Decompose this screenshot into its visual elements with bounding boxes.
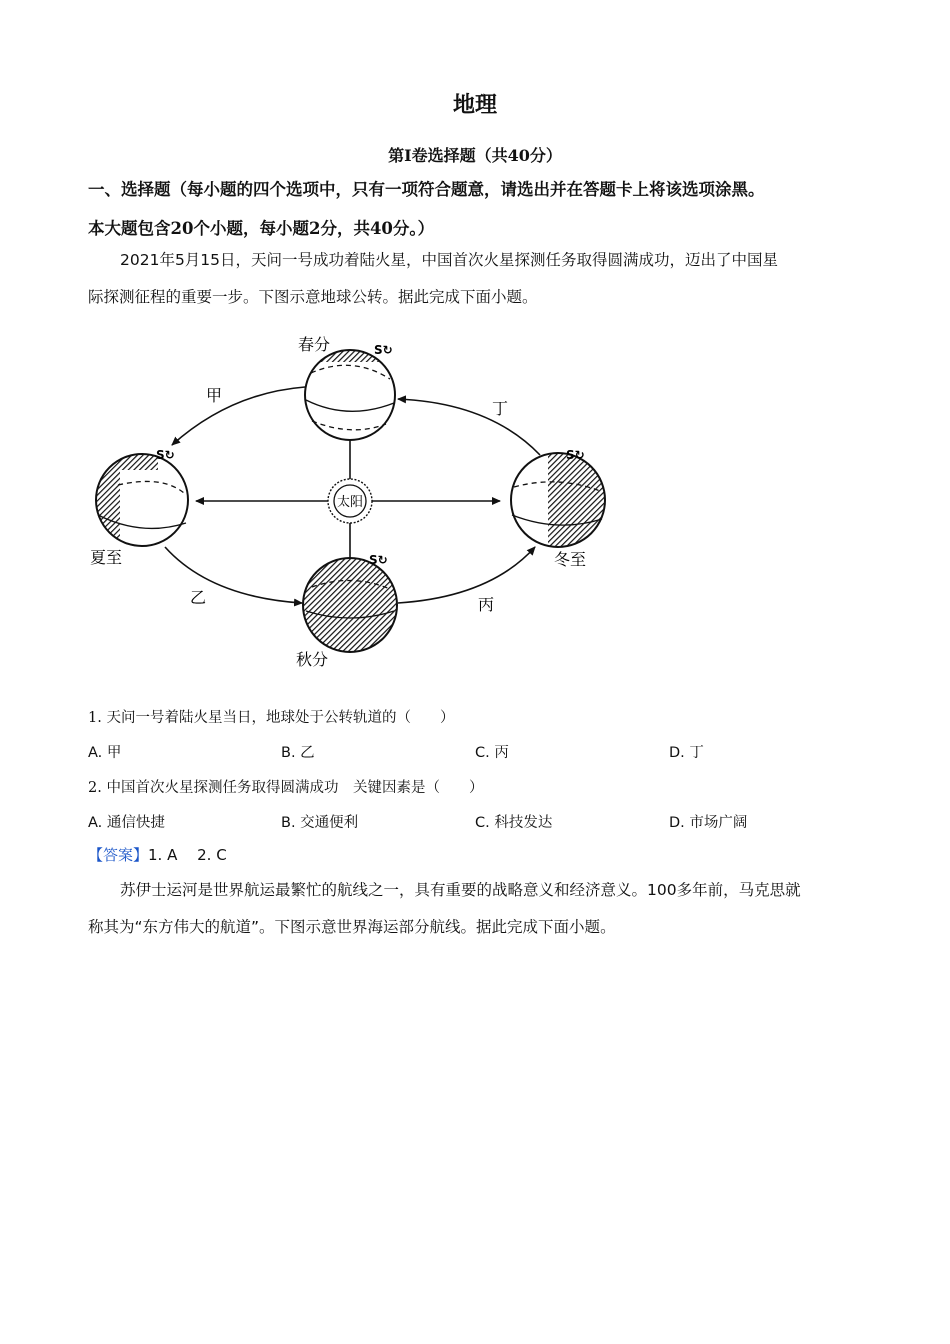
answer-tag: 【答案】 [88, 846, 149, 864]
context-paragraph-1-line-2: 际探测征程的重要一步。下图示意地球公转。据此完成下面小题。 [88, 288, 538, 306]
orbit-arc-ding [398, 399, 540, 455]
q1-option-b: B. 乙 [281, 745, 315, 761]
globe-spring-equinox [300, 343, 400, 440]
answer-text: 1. A 2. C [148, 846, 227, 864]
context-paragraph-1-line-1: 2021年5月15日，天问一号成功着陆火星，中国首次火星探测任务取得圆满成功，迈出了中国星 [120, 251, 779, 269]
page-title: 地理 [452, 92, 497, 118]
label-spring-equinox: 春分 [298, 335, 331, 354]
question-1-stem: 1. 天问一号着陆火星当日，地球处于公转轨道的（ ） [88, 710, 455, 726]
section-title: 第Ⅰ卷选择题（共40分） [388, 146, 562, 165]
rotation-icon: S↻ [369, 553, 388, 567]
instruction-line-1: 一、选择题（每小题的四个选项中，只有一项符合题意，请选出并在答题卡上将该选项涂黑。 [88, 180, 765, 199]
q1-option-a: A. 甲 [88, 745, 122, 761]
q1-option-d: D. 丁 [669, 745, 704, 761]
label-winter-solstice: 冬至 [554, 550, 587, 569]
context-paragraph-2-line-1: 苏伊士运河是世界航运最繁忙的航线之一，具有重要的战略意义和经济意义。100多年前，马克思就 [120, 881, 801, 899]
globe-summer-solstice [90, 448, 188, 550]
orbit-arc-yi [165, 547, 302, 603]
label-arc-yi: 乙 [190, 588, 207, 607]
rotation-icon: S↻ [566, 448, 585, 462]
context-paragraph-2-line-2: 称其为“东方伟大的航道”。下图示意世界海运部分航线。据此完成下面小题。 [88, 918, 616, 936]
question-2-stem: 2. 中国首次火星探测任务取得圆满成功 关键因素是（ ） [88, 780, 484, 796]
label-summer-solstice: 夏至 [90, 548, 123, 567]
q1-option-c: C. 丙 [475, 745, 509, 761]
q2-option-a: A. 通信快捷 [88, 815, 165, 831]
orbit-arc-jia [172, 387, 305, 445]
label-arc-bing: 丙 [478, 595, 495, 614]
globe-autumn-equinox [303, 553, 397, 652]
orbit-arc-bing [398, 547, 535, 603]
q2-option-d: D. 市场广阔 [669, 815, 748, 831]
label-arc-ding: 丁 [492, 399, 509, 418]
q2-option-b: B. 交通便利 [281, 815, 359, 831]
answer-line [88, 844, 227, 865]
label-arc-jia: 甲 [206, 386, 223, 405]
instruction-line-2: 本大题包含20个小题，每小题2分，共40分。） [88, 219, 435, 238]
globe-winter-solstice [511, 448, 610, 552]
earth-revolution-diagram [80, 325, 620, 675]
label-autumn-equinox: 秋分 [296, 650, 329, 669]
rotation-icon: S↻ [374, 343, 393, 357]
q2-option-c: C. 科技发达 [475, 815, 553, 831]
sun-label: 太阳 [336, 495, 364, 510]
sun-icon [328, 479, 372, 523]
rotation-icon: S↻ [156, 448, 175, 462]
